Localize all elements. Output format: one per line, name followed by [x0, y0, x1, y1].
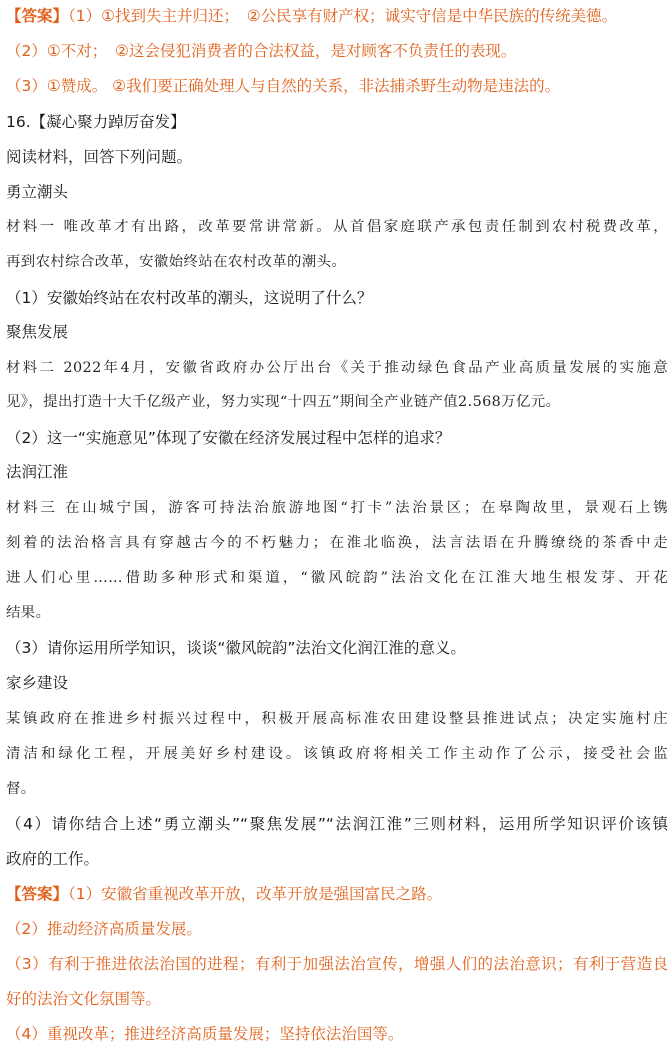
question-instruction: 阅读材料，回答下列问题。: [6, 148, 193, 166]
prev-answer-line-2: （2）①不对； ②这会侵犯消费者的合法权益，是对顾客不负责任的表现。: [6, 42, 517, 60]
answer-line-3b: 好的法治文化氛围等。: [6, 990, 162, 1008]
material-2-line-2: 见》，提出打造十大千亿级产业，努力实现“十四五”期间全产业链产值2.568万亿元。: [6, 394, 561, 410]
material-2-line-1: 材料二 2022年4月，安徽省政府办公厅出台《关于推动绿色食品产业高质量发展的实施意: [6, 360, 668, 376]
section-title-3: 法润江淮: [6, 463, 69, 481]
material-3-line-4: 结果。: [6, 605, 51, 621]
prev-answer-text-1: （1）①找到失主并归还； ②公民享有财产权；诚实守信是中华民族的传统美德。: [68, 7, 618, 25]
sub-question-2: （2）这一“实施意见”体现了安徽在经济发展过程中怎样的追求？: [6, 429, 451, 447]
material-4-line-1: 某镇政府在推进乡村振兴过程中，积极开展高标准农田建设整县推进试点；决定实施村庄: [6, 711, 668, 727]
material-1-line-2: 再到农村综合改革，安徽始终站在农村改革的潮头。: [6, 254, 347, 270]
answer-tag: 【答案】: [6, 7, 69, 25]
material-3-line-3: 进人们心里……借助多种形式和渠道，“徽风皖韵”法治文化在江淮大地生根发芽、开花: [6, 570, 668, 586]
section-title-1: 勇立潮头: [6, 183, 69, 201]
sub-question-3: （3）请你运用所学知识，谈谈“徽风皖韵”法治文化润江淮的意义。: [6, 639, 466, 657]
answer-line-1: [6, 883, 668, 905]
question-heading: 16.【凝心聚力踔厉奋发】: [6, 113, 186, 131]
answer-text-1: （1）安徽省重视改革开放，改革开放是强国富民之路。: [68, 885, 443, 903]
material-3-line-1: 材料三 在山城宁国，游客可持法治旅游地图“打卡”法治景区；在皋陶故里，景观石上镌: [6, 500, 668, 516]
material-4-line-3: 督。: [6, 781, 36, 797]
prev-answer-line-3: （3）①赞成。 ②我们要正确处理人与自然的关系，非法捕杀野生动物是违法的。: [6, 77, 561, 95]
prev-answer-line-1: [6, 5, 668, 27]
material-3-line-2: 刻着的法治格言具有穿越古今的不朽魅力；在淮北临涣，法言法语在升腾缭绕的茶香中走: [6, 535, 668, 551]
answer-line-2: （2）推动经济高质量发展。: [6, 920, 202, 938]
material-1-line-1: 材料一 唯改革才有出路，改革要常讲常新。从首倡家庭联产承包责任制到农村税费改革，: [6, 219, 668, 235]
sub-question-1: （1）安徽始终站在农村改革的潮头，这说明了什么？: [6, 289, 373, 307]
sub-question-4-line-2: 政府的工作。: [6, 850, 100, 868]
sub-question-4-line-1: （4）请你结合上述“勇立潮头”“聚焦发展”“法润江淮”三则材料，运用所学知识评价该镇: [6, 815, 668, 833]
material-4-line-2: 清洁和绿化工程，开展美好乡村建设。该镇政府将相关工作主动作了公示，接受社会监: [6, 746, 668, 762]
section-title-2: 聚焦发展: [6, 323, 69, 341]
section-title-4: 家乡建设: [6, 674, 69, 692]
answer-line-4: （4）重视改革；推进经济高质量发展；坚持依法治国等。: [6, 1025, 404, 1043]
answer-tag: 【答案】: [6, 885, 69, 903]
answer-line-3a: （3）有利于推进依法治国的进程；有利于加强法治宣传，增强人们的法治意识；有利于营造良: [6, 955, 668, 973]
